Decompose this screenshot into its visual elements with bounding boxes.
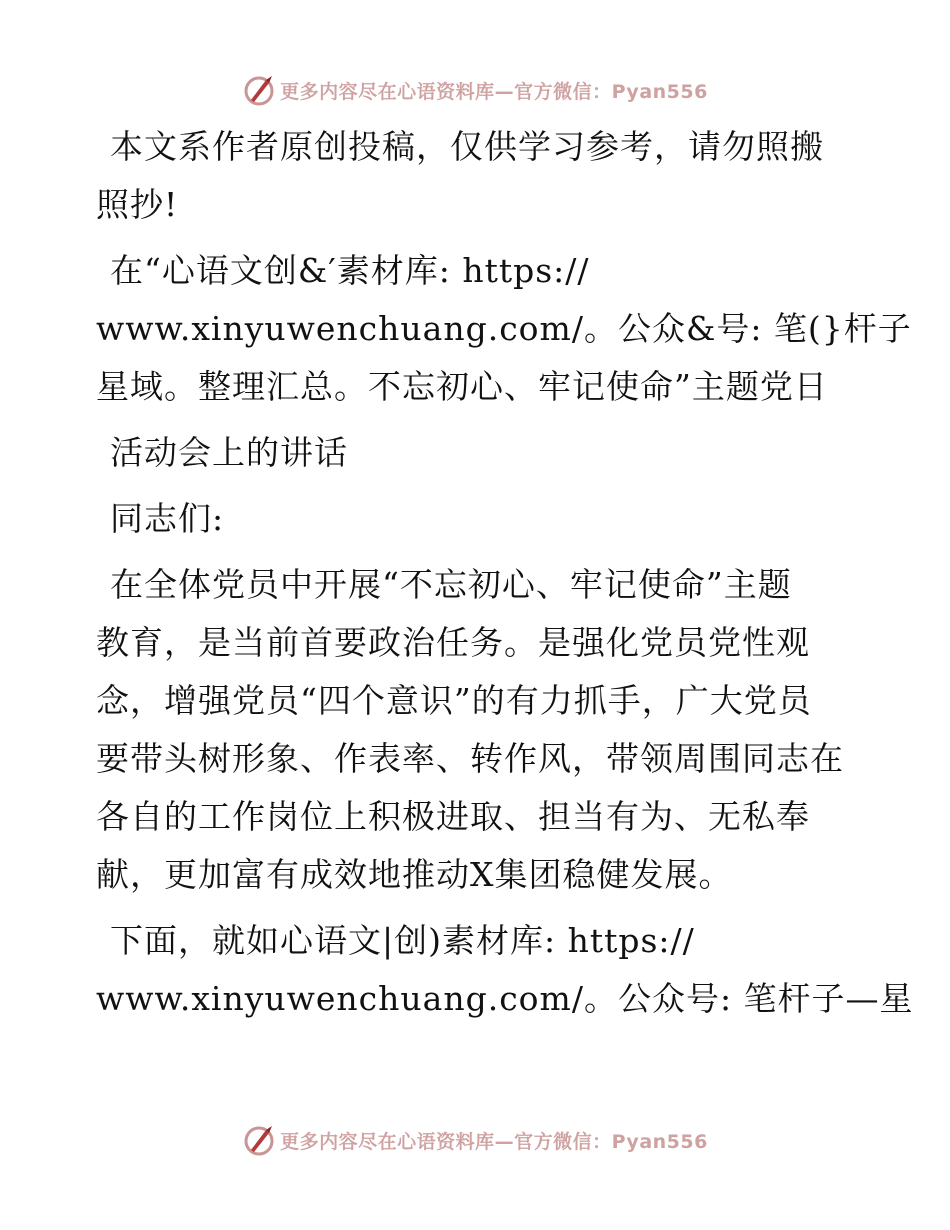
text-line: 本文系作者原创投稿，仅供学习参考，请勿照搬	[110, 127, 824, 166]
footer-banner-text: 更多内容尽在心语资料库—官方微信：Pyan556	[280, 1130, 708, 1153]
text-line: www.xinyuwenchuang.com/。公众号: 笔杆子—星	[96, 979, 914, 1018]
text-line: 念，增强党员“四个意识”的有力抓手，广大党员	[96, 681, 812, 720]
text-line: 活动会上的讲话	[110, 433, 348, 472]
text-line: 下面，就如心语文|创)素材库: https://	[110, 921, 695, 960]
text-line: 同志们:	[110, 499, 225, 538]
text-line: 教育，是当前首要政治任务。是强化党员党性观	[96, 623, 810, 662]
header-banner	[0, 70, 950, 110]
text-line: www.xinyuwenchuang.com/。公众&号: 笔(}杆子	[96, 309, 912, 348]
quill-seal-icon	[242, 73, 276, 107]
quill-seal-icon	[242, 1123, 276, 1157]
document-body	[96, 118, 914, 1028]
text-line: 各自的工作岗位上积极进取、担当有为、无私奉	[96, 797, 810, 836]
text-line: 在全体党员中开展“不忘初心、牢记使命”主题	[110, 565, 792, 604]
text-line: 照抄!	[96, 185, 179, 224]
text-line: 要带头树形象、作表率、转作风，带领周围同志在	[96, 739, 844, 778]
footer-banner	[0, 1120, 950, 1160]
text-line: 献，更加富有成效地推动X集团稳健发展。	[96, 855, 733, 894]
text-line: 在“心语文创&′素材库: https://	[110, 251, 590, 290]
header-banner-text: 更多内容尽在心语资料库—官方微信：Pyan556	[280, 80, 708, 103]
text-line: 星域。整理汇总。不忘初心、牢记使命”主题党日	[96, 367, 828, 406]
